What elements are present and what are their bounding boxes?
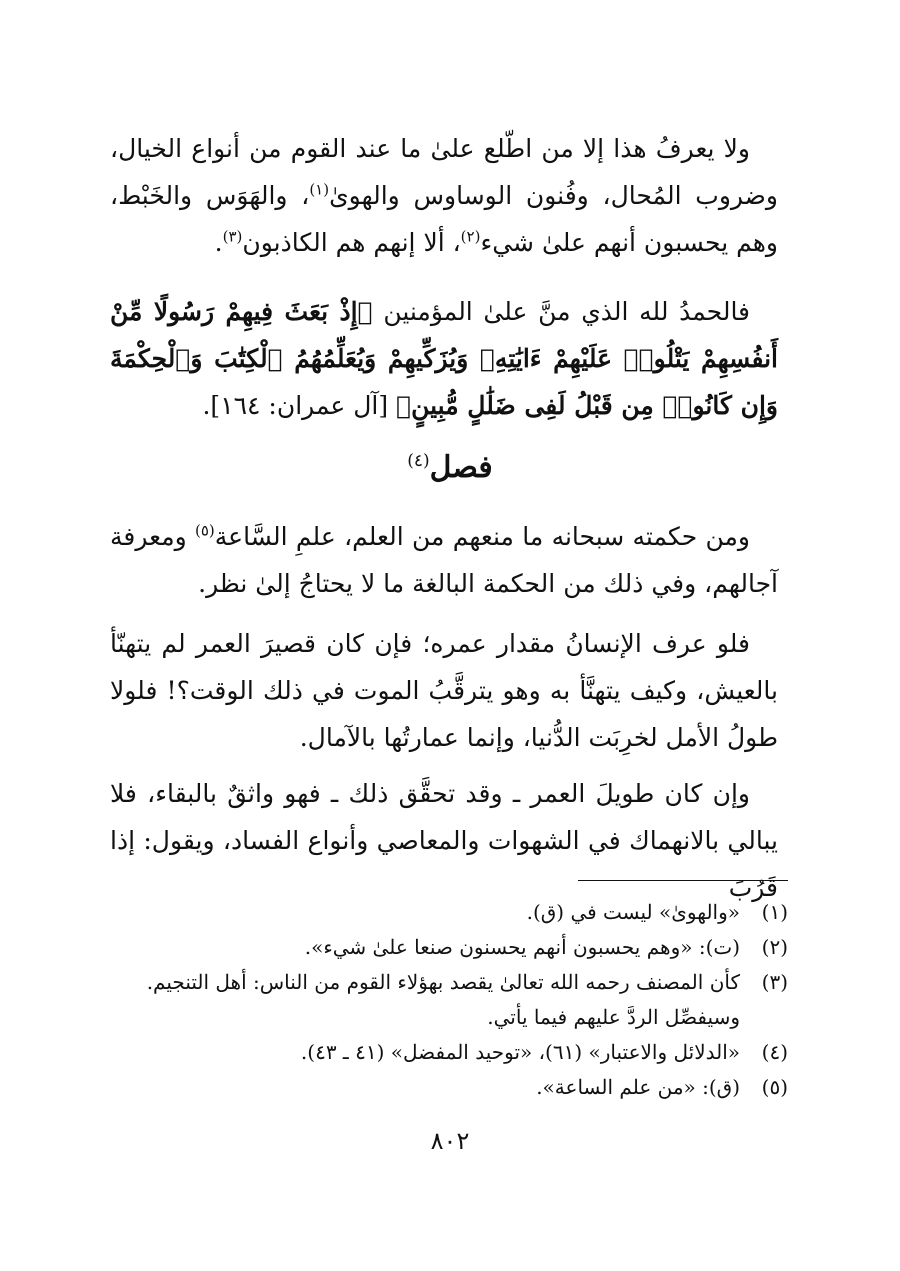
footnote-number: (٣) bbox=[761, 970, 788, 994]
paragraph-3-text-1: ومن حكمته سبحانه ما منعهم من العلم، علمِ السَّاعة bbox=[214, 522, 750, 551]
paragraph-3-text-2: ومعرفة آجالهم، وفي ذلك من الحكمة البالغة ما لا يحتاجُ إلىٰ نظر. bbox=[110, 522, 778, 598]
paragraph-4-text: فلو عرف الإنسانُ مقدار عمره؛ فإن كان قصيرَ العمر لم يتهنّأ بالعيش، وكيف يتهنَّأ به وهو يترقَّبُ الموت في ذلك الوقت؟! فلولا طولُ الأمل لخرِبَت الدُّنيا، وإنما عمارتُها بالآمال. bbox=[110, 629, 778, 752]
footnote-divider bbox=[578, 880, 788, 881]
paragraph-1-text-1: ولا يعرفُ هذا إلا من اطّلع علىٰ ما عند القوم من أنواع الخيال، وضروب المُحال، وفُنون الوساوس والهوىٰ bbox=[110, 134, 778, 210]
page-number: ٨٠٢ bbox=[430, 1127, 470, 1155]
footnote bbox=[98, 1035, 788, 1070]
footnote bbox=[98, 1070, 788, 1105]
section-heading bbox=[0, 448, 900, 488]
footnote-text: «والهوىٰ» ليست في (ق). bbox=[526, 900, 740, 924]
footnote-number: (٥) bbox=[761, 1075, 788, 1099]
footnote-text: (ت): «وهم يحسبون أنهم يحسنون صنعا علىٰ شيء». bbox=[304, 935, 740, 959]
footnote-text: كأن المصنف رحمه الله تعالىٰ يقصد بهؤلاء القوم من الناس: أهل التنجيم. وسيفصِّل الردَّ عليهم فيما يأتي. bbox=[146, 970, 740, 1029]
section-heading-title: فصل bbox=[429, 450, 493, 485]
footnote-ref-5: (٥) bbox=[195, 521, 215, 540]
paragraph-1-text-3: ، ألا إنهم هم الكاذبون bbox=[242, 228, 461, 257]
paragraph-4 bbox=[110, 620, 778, 761]
footnote-number: (٢) bbox=[761, 935, 788, 959]
footnote-text: (ق): «من علم الساعة». bbox=[536, 1075, 740, 1099]
paragraph-5 bbox=[110, 770, 778, 911]
footnote bbox=[98, 895, 788, 930]
paragraph-1 bbox=[110, 125, 778, 266]
footnotes bbox=[98, 895, 788, 1105]
paragraph-5-text: وإن كان طويلَ العمر ـ وقد تحقَّق ذلك ـ فهو واثقٌ بالبقاء، فلا يبالي بالانهماك في الشهوات والمعاصي وأنواع الفساد، ويقول: إذا قَرُبَ bbox=[110, 779, 778, 902]
footnote-ref-1: (١) bbox=[309, 180, 330, 199]
paragraph-2 bbox=[110, 288, 778, 429]
footnote-text: «الدلائل والاعتبار» (٦١)، «توحيد المفضل» (٤١ ـ ٤٣). bbox=[300, 1040, 740, 1064]
quran-verse: ﴿إِذْ بَعَثَ فِيهِمْ رَسُولًا مِّنْ أَنفُسِهِمْ يَتْلُوا۟ عَلَيْهِمْ ءَايَٰتِهِۦ وَيُزَكِّيهِمْ وَيُعَلِّمُهُمُ ٱلْكِتَٰبَ وَٱلْحِكْمَةَ وَإِن كَانُوا۟ مِن قَبْلُ لَفِى ضَلَٰلٍ مُّبِينٍ﴾ bbox=[110, 297, 778, 420]
verse-reference: [آل عمران: ١٦٤]. bbox=[202, 391, 389, 420]
footnote bbox=[98, 965, 788, 1035]
paragraph-3 bbox=[110, 513, 778, 607]
footnote-ref-4: (٤) bbox=[407, 451, 430, 471]
footnote-number: (١) bbox=[761, 900, 788, 924]
footnote bbox=[98, 930, 788, 965]
paragraph-2-intro: فالحمدُ لله الذي منَّ علىٰ المؤمنين bbox=[383, 297, 751, 326]
paragraph-1-text-2: ، والهَوَس والخَبْط، وهم يحسبون أنهم علىٰ شيء bbox=[110, 181, 778, 257]
footnote-ref-2: (٢) bbox=[460, 227, 481, 246]
footnote-ref-3: (٣) bbox=[222, 227, 243, 246]
footnote-number: (٤) bbox=[761, 1040, 788, 1064]
paragraph-1-text-4: . bbox=[214, 228, 223, 257]
